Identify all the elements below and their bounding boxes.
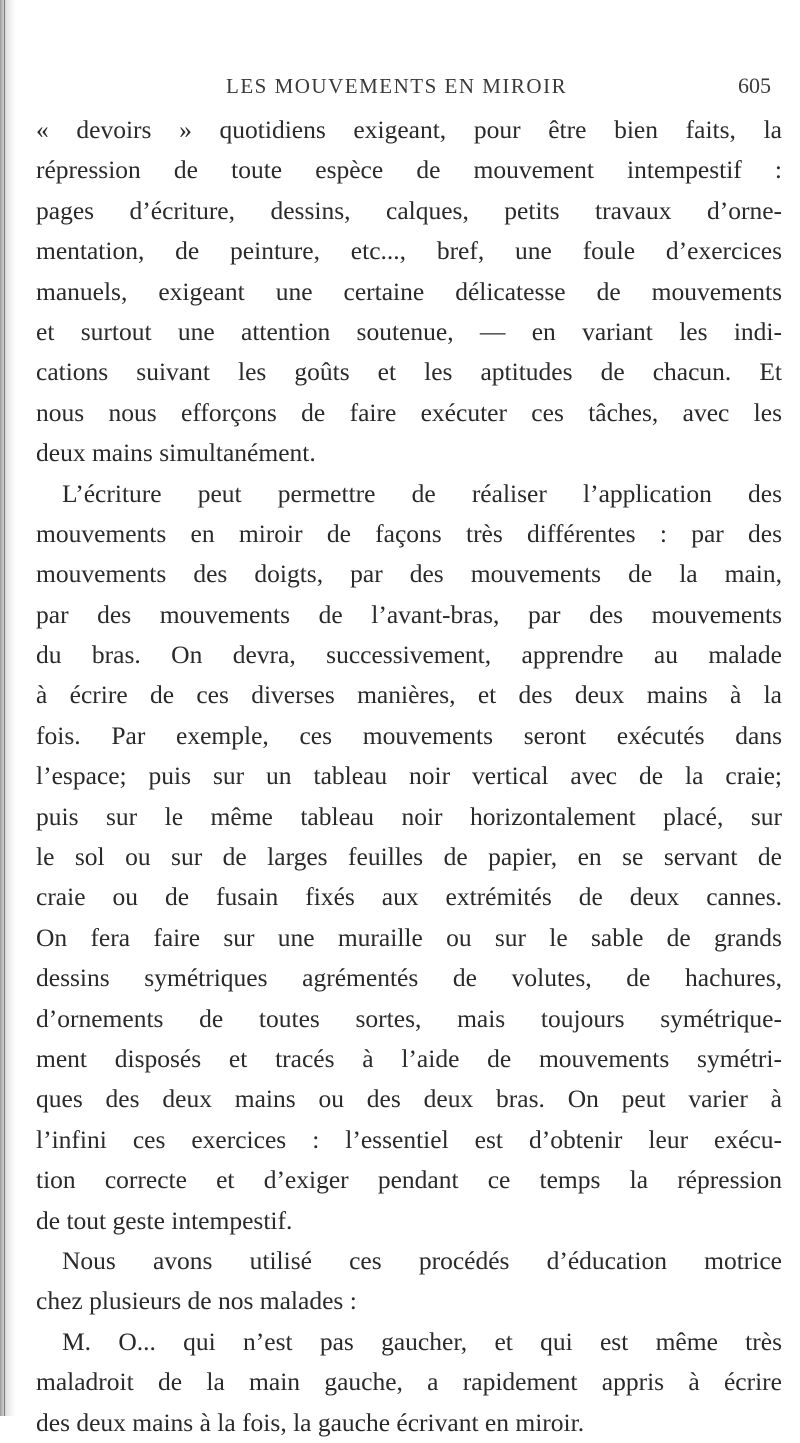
text-line: manuels, exigeant une certaine délicatesse de mouvements — [36, 276, 782, 306]
text-line: puis sur le même tableau noir horizontalement placé, sur — [36, 801, 782, 831]
text-line: L’écriture peut permettre de réaliser l’application des — [62, 478, 782, 508]
text-line: l’infini ces exercices : l’essentiel est d’obtenir leur exécu- — [36, 1124, 782, 1154]
text-line: mouvements des doigts, par des mouvements de la main, — [36, 559, 782, 589]
text-line: à écrire de ces diverses manières, et des deux mains à la — [36, 680, 782, 710]
text-line: de tout geste intempestif. — [36, 1205, 293, 1235]
text-line: et surtout une attention soutenue, — en variant les indi- — [36, 316, 782, 346]
text-line: pages d’écriture, dessins, calques, petits travaux d’orne- — [36, 195, 782, 225]
text-line: l’espace; puis sur un tableau noir vertical avec de la craie; — [36, 761, 782, 791]
text-line: mouvements en miroir de façons très différentes : par des — [36, 518, 782, 548]
page-number: 605 — [738, 73, 771, 98]
page-edge-line — [4, 0, 5, 1416]
text-line: ment disposés et tracés à l’aide de mouvements symétri- — [36, 1043, 782, 1073]
text-line: d’ornements de toutes sortes, mais toujours symétrique- — [36, 1003, 782, 1033]
text-line: ques des deux mains ou des deux bras. On peut varier à — [36, 1084, 782, 1114]
text-line: On fera faire sur une muraille ou sur le sable de grands — [36, 922, 782, 952]
page-gutter — [0, 0, 16, 1416]
text-line: du bras. On devra, successivement, apprendre au malade — [36, 640, 782, 670]
running-title: LES MOUVEMENTS EN MIROIR — [226, 74, 568, 98]
body-text — [36, 110, 782, 1443]
text-line: le sol ou sur de larges feuilles de papier, en se servant de — [36, 842, 782, 872]
text-line: M. O... qui n’est pas gaucher, et qui est même très — [62, 1326, 782, 1356]
page-header — [226, 64, 776, 104]
text-line: mentation, de peinture, etc..., bref, une foule d’exercices — [36, 236, 782, 266]
text-line: par des mouvements de l’avant-bras, par des mouvements — [36, 599, 782, 629]
text-line: chez plusieurs de nos malades : — [36, 1286, 357, 1316]
text-line: « devoirs » quotidiens exigeant, pour être bien faits, la — [36, 115, 782, 144]
text-line: maladroit de la main gauche, a rapidement appris à écrire — [36, 1367, 782, 1397]
text-line: nous nous efforçons de faire exécuter ces tâches, avec les — [36, 397, 782, 427]
text-line: Nous avons utilisé ces procédés d’éducation motrice — [62, 1245, 782, 1275]
text-line: répression de toute espèce de mouvement intempestif : — [36, 155, 782, 185]
text-line: dessins symétriques agrémentés de volutes, de hachures, — [36, 963, 782, 993]
text-line: craie ou de fusain fixés aux extrémités de deux cannes. — [36, 882, 782, 912]
text-line: cations suivant les goûts et les aptitudes de chacun. Et — [36, 357, 782, 387]
text-line: tion correcte et d’exiger pendant ce temps la répression — [36, 1165, 782, 1195]
text-line: des deux mains à la fois, la gauche écrivant en miroir. — [36, 1407, 585, 1437]
text-line: deux mains simultanément. — [36, 438, 316, 468]
text-line: fois. Par exemple, ces mouvements seront exécutés dans — [36, 720, 782, 750]
